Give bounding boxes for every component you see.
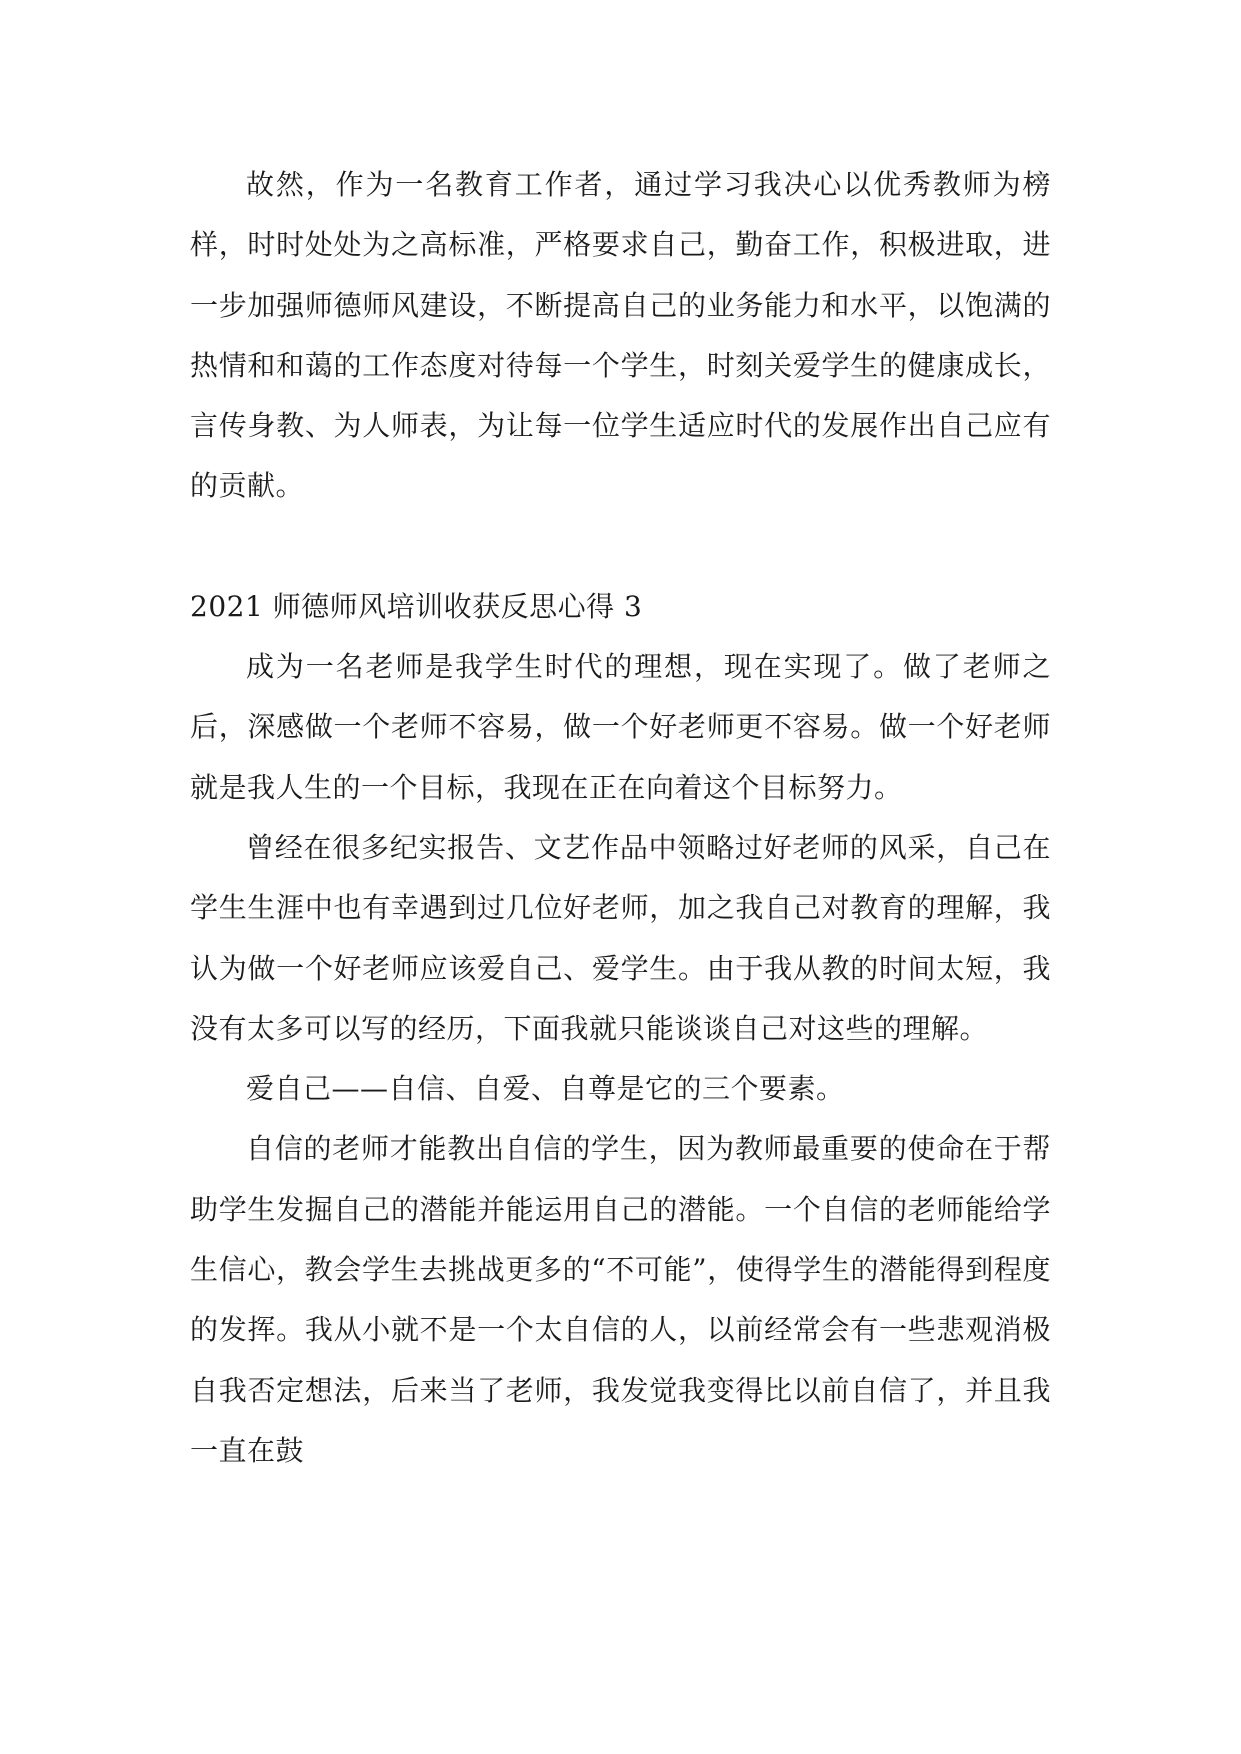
document-body [190, 155, 1051, 1481]
paragraph-3: 曾经在很多纪实报告、文艺作品中领略过好老师的风采，自己在学生生涯中也有幸遇到过几位好老师，加之我自己对教育的理解，我认为做一个好老师应该爱自己、爱学生。由于我从教的时间太短，我没有太多可以写的经历，下面我就只能谈谈自己对这些的理解。 [190, 830, 1051, 1045]
paragraph-5: 自信的老师才能教出自信的学生，因为教师最重要的使命在于帮助学生发掘自己的潜能并能运用自己的潜能。一个自信的老师能给学生信心，教会学生去挑战更多的“不可能”，使得学生的潜能得到程度的发挥。我从小就不是一个太自信的人，以前经常会有一些悲观消极自我否定想法，后来当了老师，我发觉我变得比以前自信了，并且我一直在鼓 [190, 1132, 1051, 1467]
paragraph-1: 故然，作为一名教育工作者，通过学习我决心以优秀教师为榜样，时时处处为之高标准，严格要求自己，勤奋工作，积极进取，进一步加强师德师风建设，不断提高自己的业务能力和水平，以饱满的热情和和蔼的工作态度对待每一个学生，时刻关爱学生的健康成长，言传身教、为人师表，为让每一位学生适应时代的发展作出自己应有的贡献。 [190, 168, 1051, 503]
paragraph-4: 爱自己——自信、自爱、自尊是它的三个要素。 [246, 1072, 845, 1106]
paragraph-2: 成为一名老师是我学生时代的理想，现在实现了。做了老师之后，深感做一个老师不容易，做一个好老师更不容易。做一个好老师就是我人生的一个目标，我现在正在向着这个目标努力。 [190, 650, 1051, 804]
section-heading: 2021 师德师风培训收获反思心得 3 [190, 589, 643, 623]
